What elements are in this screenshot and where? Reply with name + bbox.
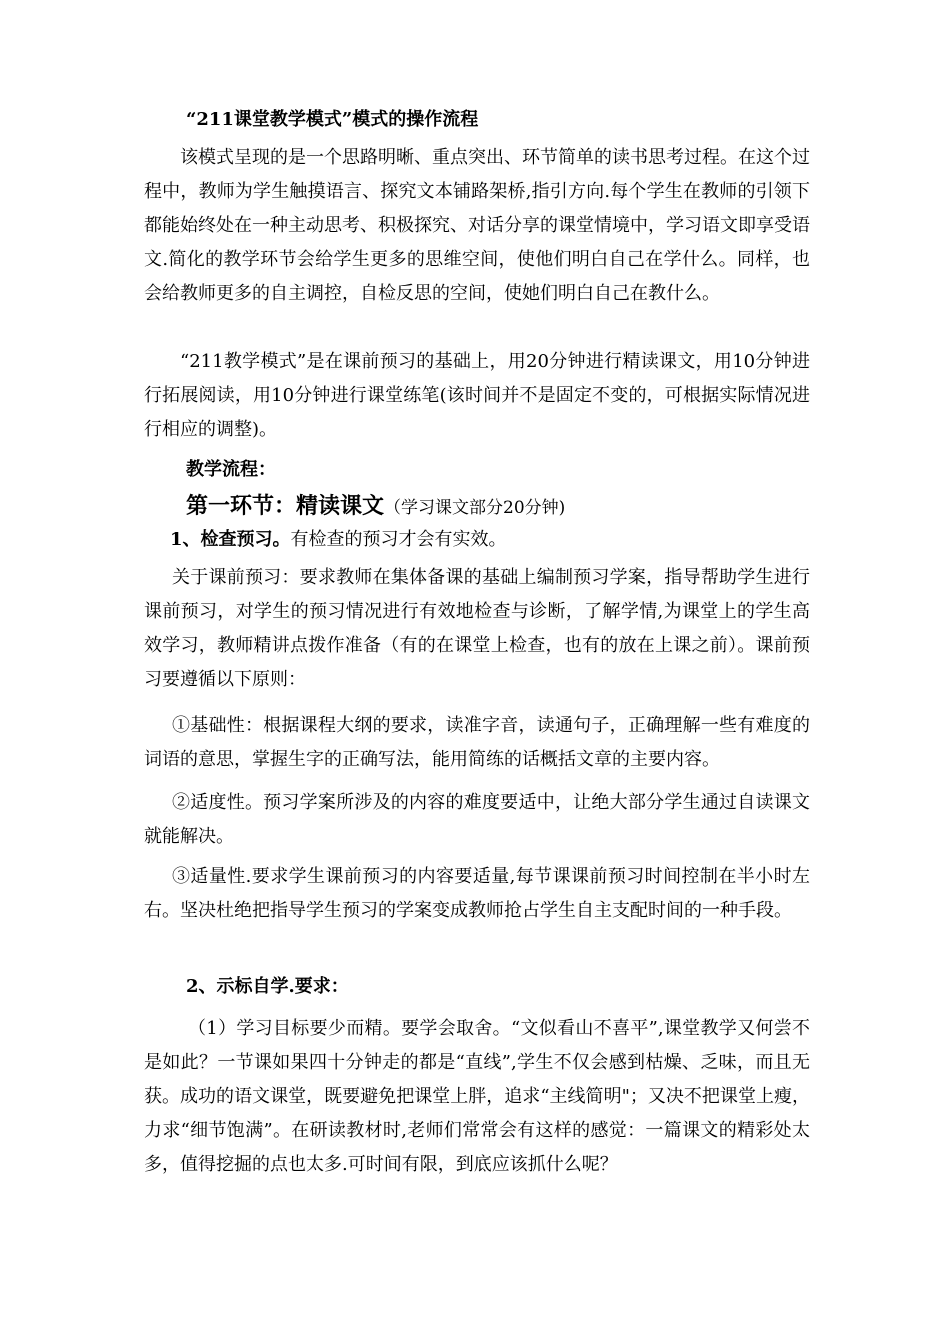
principle-basic: ①基础性：根据课程大纲的要求，读准字音，读通句子，正确理解一些有难度的词语的意思，掌握生字的正确写法，能用简练的话概括文章的主要内容。 [144,715,810,770]
step1-line [170,523,507,557]
preview-paragraph: 关于课前预习：要求教师在集体备课的基础上编制预习学案，指导帮助学生进行课前预习，对学生的预习情况进行有效地检查与诊断，了解学情,为课堂上的学生高效学习，教师精讲点拨作准备（有的在课堂上检查，也有的放在上课之前）。课前预习要遵循以下原则： [144,567,810,690]
teaching-process-heading: 教学流程： [186,459,276,480]
section1-title: 第一环节：精读课文 [186,493,385,519]
intro-paragraph: 该模式呈现的是一个思路明晰、重点突出、环节简单的读书思考过程。在这个过程中，教师为学生触摸语言、探究文本铺路架桥,指引方向.每个学生在教师的引领下都能始终处在一种主动思考、积极探究、对话分享的课堂情境中，学习语文即享受语文.简化的教学环节会给学生更多的思维空间，使他们明白自己在学什么。同样，也会给教师更多的自主调控，自检反思的空间，使她们明白自己在教什么。 [144,147,810,304]
step2-heading: 2、示标自学.要求： [186,976,349,997]
step1-label: 1、检查预习。 [170,529,291,550]
section1-subtitle: （学习课文部分20分钟) [384,498,566,518]
document-title: “211课堂教学模式”模式的操作流程 [186,109,479,130]
model-paragraph: “211教学模式”是在课前预习的基础上，用20分钟进行精读课文，用10分钟进行拓展阅读，用10分钟进行课堂练笔(该时间并不是固定不变的，可根据实际情况进行相应的调整)。 [144,351,810,440]
principle-quantity: ③适量性.要求学生课前预习的内容要适量,每节课课前预习时间控制在半小时左右。坚决杜绝把指导学生预习的学案变成教师抢占学生自主支配时间的一种手段。 [144,866,810,921]
step1-text: 有检查的预习才会有实效。 [290,529,507,550]
principle-moderate: ②适度性。预习学案所涉及的内容的难度要适中，让绝大部分学生通过自读课文就能解决。 [144,792,810,847]
section1-heading [186,488,565,526]
goal-paragraph: （1）学习目标要少而精。要学会取舍。“文似看山不喜平”,课堂教学又何尝不是如此？一节课如果四十分钟走的都是“直线”,学生不仅会感到枯燥、乏味，而且无获。成功的语文课堂，既要避免把课堂上胖，追求“主线简明"；又决不把课堂上瘦，力求“细节饱满”。在研读教材时,老师们常常会有这样的感觉：一篇课文的精彩处太多，值得挖掘的点也太多.可时间有限，到底应该抓什么呢？ [144,1018,810,1175]
